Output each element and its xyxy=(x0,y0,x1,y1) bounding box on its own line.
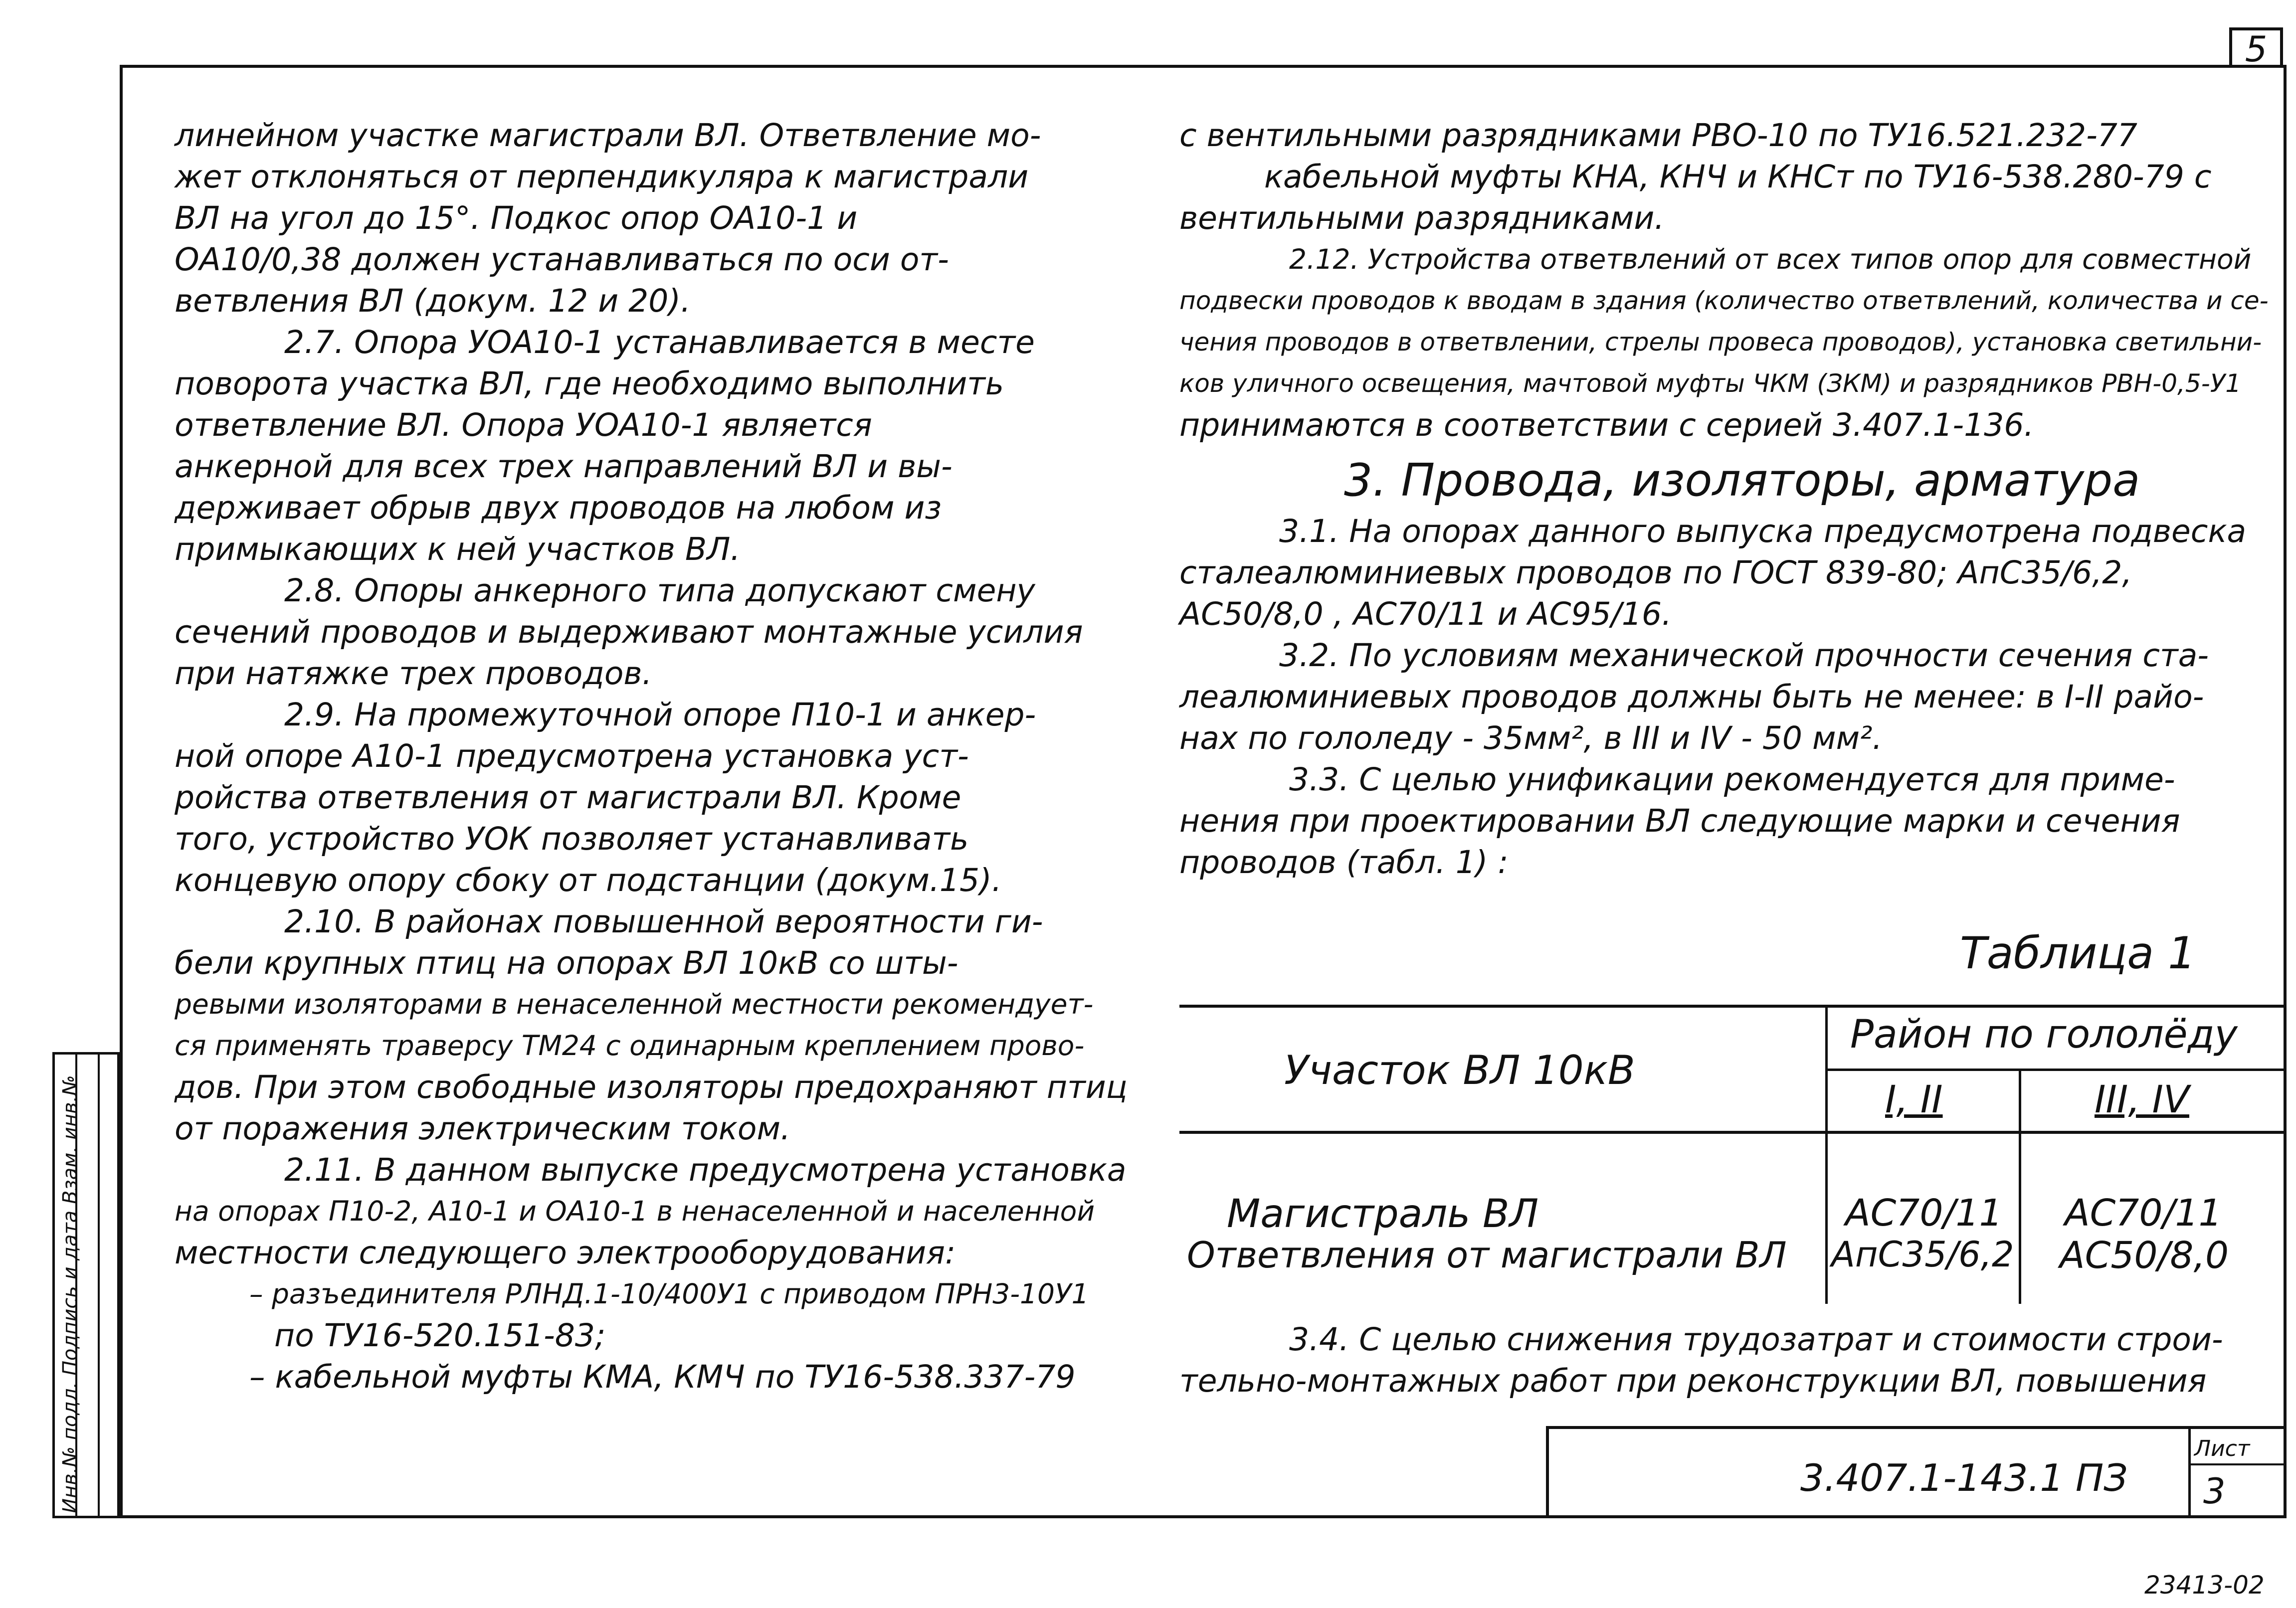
table-cell-r2c1: АпС35/6,2 xyxy=(1831,1234,2014,1275)
right-column-bottom xyxy=(1179,1319,2223,1402)
sheet-label: Лист xyxy=(2194,1436,2250,1461)
paragraph-2-7: 2.7. Опора УОА10-1 устанавливается в месте xyxy=(284,324,1035,360)
text-line: жет отклоняться от перпендикуляра к магистрали xyxy=(175,159,1029,195)
paragraph-3-3: 3.3. С целью унификации рекомендуется для приме- xyxy=(1289,761,2175,798)
text-line: ВЛ на угол до 15°. Подкос опор ОА10-1 и xyxy=(175,200,858,236)
text-line: от поражения электрическим током. xyxy=(175,1110,791,1147)
table-header-bottom-line xyxy=(1179,1131,2287,1134)
text-line: держивает обрыв двух проводов на любом из xyxy=(175,490,942,526)
text-line: чения проводов в ответвлении, стрелы провеса проводов), установка светильни- xyxy=(1179,328,2262,357)
right-column-top xyxy=(1179,115,2269,883)
table-vertical-2 xyxy=(2019,1069,2021,1304)
side-stamp-label: Инв.№ подл. Подпись и дата Взам. инв.№ xyxy=(59,1075,82,1513)
text-line: леалюминиевых проводов должны быть не менее: в I-II райо- xyxy=(1179,679,2204,715)
title-block-left-line xyxy=(1546,1426,1549,1518)
text-line: сечений проводов и выдерживают монтажные усилия xyxy=(175,614,1083,650)
paragraph-3-1: 3.1. На опорах данного выпуска предусмотрена подвеска xyxy=(1279,513,2247,549)
title-block-top-line xyxy=(1546,1426,2287,1429)
list-item-cable-sleeve: – кабельной муфты КМА, КМЧ по ТУ16-538.337-79 xyxy=(249,1359,1076,1395)
text-line: ветвления ВЛ (докум. 12 и 20). xyxy=(175,283,691,319)
text-line: ной опоре А10-1 предусмотрена установка уст- xyxy=(175,738,969,774)
table-col-2: III, IV xyxy=(2095,1077,2189,1121)
text-line: принимаются в соответствии с серией 3.407.1-136. xyxy=(1179,407,2034,443)
text-line: ОА10/0,38 должен устанавливаться по оси от- xyxy=(175,241,949,278)
left-column xyxy=(175,115,1128,1398)
sheet-number: 3 xyxy=(2203,1471,2226,1512)
table-caption: Таблица 1 xyxy=(1960,927,2196,979)
text-line: концевую опору сбоку от подстанции (докум.15). xyxy=(175,862,1002,898)
table-row-label-2: Ответвления от магистрали ВЛ xyxy=(1187,1234,1787,1276)
text-line: ревыми изоляторами в ненаселенной местности рекомендует- xyxy=(175,988,1094,1020)
table-cell-r1c1: АС70/11 xyxy=(1845,1192,2003,1235)
text-line: ройства ответвления от магистрали ВЛ. Кроме xyxy=(175,779,961,816)
text-line: местности следующего электрооборудования: xyxy=(175,1235,956,1271)
page-number: 5 xyxy=(2229,27,2283,67)
section-title: 3. Провода, изоляторы, арматура xyxy=(1344,454,2140,507)
text-line: нах по гололеду - 35мм², в III и IV - 50 мм². xyxy=(1179,720,1883,756)
archive-number: 23413-02 xyxy=(2144,1571,2265,1600)
text-line: проводов (табл. 1) : xyxy=(1179,844,1509,881)
table-cell-r2c2: АС50/8,0 xyxy=(2060,1234,2229,1277)
text-line: ся применять траверсу ТМ24 с одинарным креплением прово- xyxy=(175,1030,1085,1062)
text-line: АС50/8,0 , АС70/11 и АС95/16. xyxy=(1179,596,1672,632)
text-line: линейном участке магистрали ВЛ. Ответвление мо- xyxy=(175,117,1041,154)
sheet-box-left-line xyxy=(2188,1426,2191,1518)
text-line: тельно-монтажных работ при реконструкции ВЛ, повышения xyxy=(1179,1363,2207,1399)
text-line: подвески проводов к вводам в здания (количество ответвлений, количества и се- xyxy=(1179,286,2269,315)
text-line: по ТУ16-520.151-83; xyxy=(274,1317,606,1354)
text-line: примыкающих к ней участков ВЛ. xyxy=(175,531,741,567)
text-line: поворота участка ВЛ, где необходимо выполнить xyxy=(175,365,1004,402)
text-line: того, устройство УОК позволяет устанавливать xyxy=(175,821,969,857)
text-line: ков уличного освещения, мачтовой муфты ЧКМ (ЗКМ) и разрядников РВН-0,5-У1 xyxy=(1179,369,2242,398)
paragraph-3-2: 3.2. По условиям механической прочности сечения ста- xyxy=(1279,637,2209,674)
table-vertical-1 xyxy=(1825,1005,1828,1304)
text-line: с вентильными разрядниками РВО-10 по ТУ16.521.232-77 xyxy=(1179,117,2138,154)
paragraph-2-8: 2.8. Опоры анкерного типа допускают смену xyxy=(284,572,1035,609)
text-line: бели крупных птиц на опорах ВЛ 10кВ со шты- xyxy=(175,945,958,981)
text-line: вентильными разрядниками. xyxy=(1179,200,1665,236)
list-item-disconnector: – разъединителя РЛНД.1-10/400У1 с приводом ПРН3-10У1 xyxy=(249,1278,1089,1310)
table-col-1: I, II xyxy=(1885,1077,1943,1121)
table-top-line xyxy=(1179,1005,2287,1008)
text-line: сталеалюминиевых проводов по ГОСТ 839-80; АпС35/6,2, xyxy=(1179,554,2132,591)
text-line: дов. При этом свободные изоляторы предохраняют птиц xyxy=(175,1069,1128,1105)
table-header-region: Район по гололёду xyxy=(1850,1012,2238,1057)
text-line: кабельной муфты КНА, КНЧ и КНСт по ТУ16-538.280-79 с xyxy=(1264,159,2212,195)
paragraph-2-12: 2.12. Устройства ответвлений от всех типов опор для совместной xyxy=(1289,243,2252,275)
paragraph-2-11: 2.11. В данном выпуске предусмотрена установка xyxy=(284,1152,1127,1188)
doc-code: 3.407.1-143.1 ПЗ xyxy=(1800,1456,2128,1500)
paragraph-2-9: 2.9. На промежуточной опоре П10-1 и анкер- xyxy=(284,697,1036,733)
text-line: анкерной для всех трех направлений ВЛ и вы- xyxy=(175,448,953,485)
table-region-divider xyxy=(1825,1069,2287,1071)
text-line: ответвление ВЛ. Опора УОА10-1 является xyxy=(175,407,872,443)
text-line: на опорах П10-2, А10-1 и ОА10-1 в ненаселенной и населенной xyxy=(175,1195,1095,1227)
text-line: нения при проектировании ВЛ следующие марки и сечения xyxy=(1179,803,2180,839)
sheet-box-mid-line xyxy=(2188,1463,2287,1465)
table-row-label-1: Магистраль ВЛ xyxy=(1227,1192,1539,1237)
paragraph-2-10: 2.10. В районах повышенной вероятности ги- xyxy=(284,903,1043,940)
table-header-section: Участок ВЛ 10кВ xyxy=(1284,1047,1635,1093)
table-cell-r1c2: АС70/11 xyxy=(2065,1192,2222,1235)
paragraph-3-4: 3.4. С целью снижения трудозатрат и стоимости строи- xyxy=(1289,1321,2223,1358)
text-line: при натяжке трех проводов. xyxy=(175,655,652,692)
